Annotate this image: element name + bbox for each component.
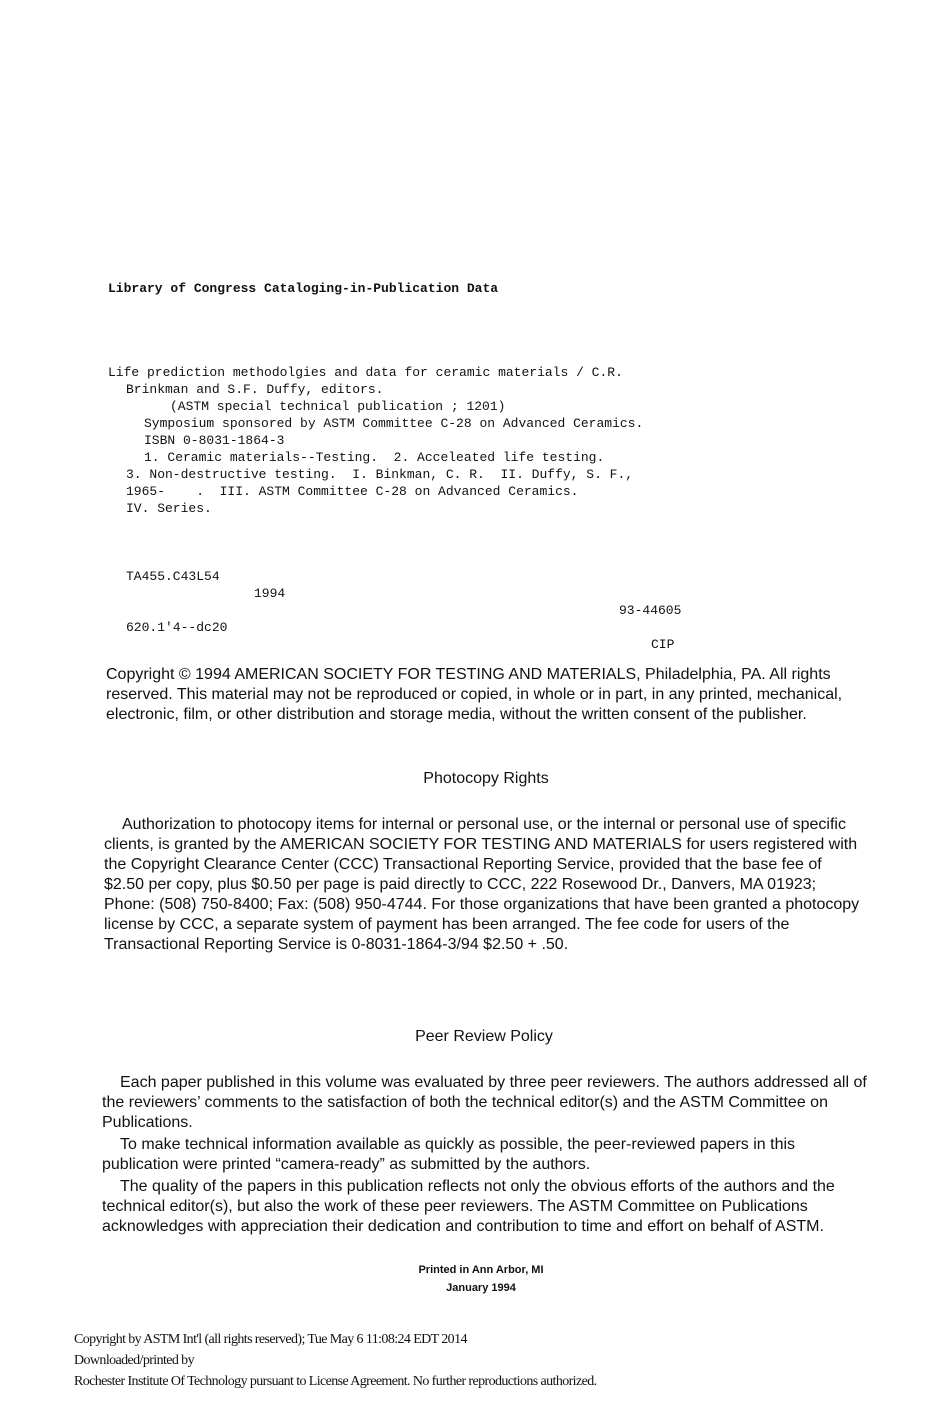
cip-lines <box>108 364 643 517</box>
cip-line: (ASTM special technical publication ; 1201) <box>170 399 506 414</box>
copyright-notice: Copyright © 1994 AMERICAN SOCIETY FOR TESTING AND MATERIALS, Philadelphia, PA. All rights reserved. This material may not be reproduced or copied, in whole or in part, in any printed, mechanical, electronic, film, or other distribution and storage media, without the written consent of the publisher. <box>106 666 843 723</box>
cip-record <box>108 330 682 652</box>
cip-line: Brinkman and S.F. Duffy, editors. <box>126 382 384 397</box>
cip-line: ISBN 0-8031-1864-3 <box>144 433 285 448</box>
cip-line: Life prediction methodolgies and data for ceramic materials / C.R. <box>108 365 623 380</box>
cip-call-number: TA455.C43L54 <box>126 569 220 584</box>
footer-copyright-line: Copyright by ASTM Int'l (all rights reserved); Tue May 6 11:08:24 EDT 2014 <box>74 1332 467 1347</box>
download-footer <box>74 1329 597 1392</box>
printed-date: January 1994 <box>446 1282 516 1294</box>
cip-line: IV. Series. <box>126 501 212 516</box>
footer-downloaded-line: Downloaded/printed by <box>74 1353 194 1368</box>
peer-review-paragraph: To make technical information available as quickly as possible, the peer-reviewed papers in this publication were printed “camera-ready” as submitted by the authors. <box>102 1136 796 1173</box>
peer-review-paragraph: Each paper published in this volume was evaluated by three peer reviewers. The authors addressed all of the reviewers’ comments to the satisfaction of both the technical editor(s) and the ASTM Committee on Publications. <box>102 1074 867 1131</box>
cip-lccn: 93-44605 <box>619 603 682 618</box>
peer-review-title: Peer Review Policy <box>415 1028 553 1045</box>
printing-info <box>0 1261 950 1297</box>
cip-line: 1965- . III. ASTM Committee C-28 on Advanced Ceramics. <box>126 484 579 499</box>
cip-dewey: 620.1'4--dc20 <box>126 620 228 635</box>
cip-year: 1994 <box>254 586 286 601</box>
printed-location: Printed in Ann Arbor, MI <box>418 1264 544 1276</box>
peer-review-paragraph: The quality of the papers in this publication reflects not only the obvious efforts of the authors and the technical editor(s), but also the work of these peer reviewers. The ASTM Committee on Publications acknowledges with appreciation their dedication and contribution to time and effort on behalf of ASTM. <box>102 1178 835 1235</box>
cip-line: 1. Ceramic materials--Testing. 2. Acceleated life testing. <box>144 450 605 465</box>
cip-line: Symposium sponsored by ASTM Committee C-28 on Advanced Ceramics. <box>144 416 644 431</box>
cip-heading: Library of Congress Cataloging-in-Publication Data <box>108 281 499 296</box>
cip-label: CIP <box>651 637 675 652</box>
photocopy-rights-body: Authorization to photocopy items for internal or personal use, or the internal or personal use of specific clients, is granted by the AMERICAN SOCIETY FOR TESTING AND MATERIALS for users registered with the Copyright Clearance Center (CCC) Transactional Reporting Service, provided that the base fee of $2.50 per copy, plus $0.50 per page is paid directly to CCC, 222 Rosewood Dr., Danvers, MA 01923; Phone: (508) 750-8400; Fax: (508) 950-4744. For those organizations that have been granted a photocopy license by CCC, a separate system of payment has been arranged. The fee code for users of the Transactional Reporting Service is 0-8031-1864-3/94 $2.50 + .50. <box>104 816 860 953</box>
photocopy-rights-title: Photocopy Rights <box>423 770 549 787</box>
footer-license-line: Rochester Institute Of Technology pursuant to License Agreement. No further reproductions authorized. <box>74 1374 597 1389</box>
cip-line: 3. Non-destructive testing. I. Binkman, C. R. II. Duffy, S. F., <box>126 467 634 482</box>
cip-classification-row <box>108 551 682 618</box>
